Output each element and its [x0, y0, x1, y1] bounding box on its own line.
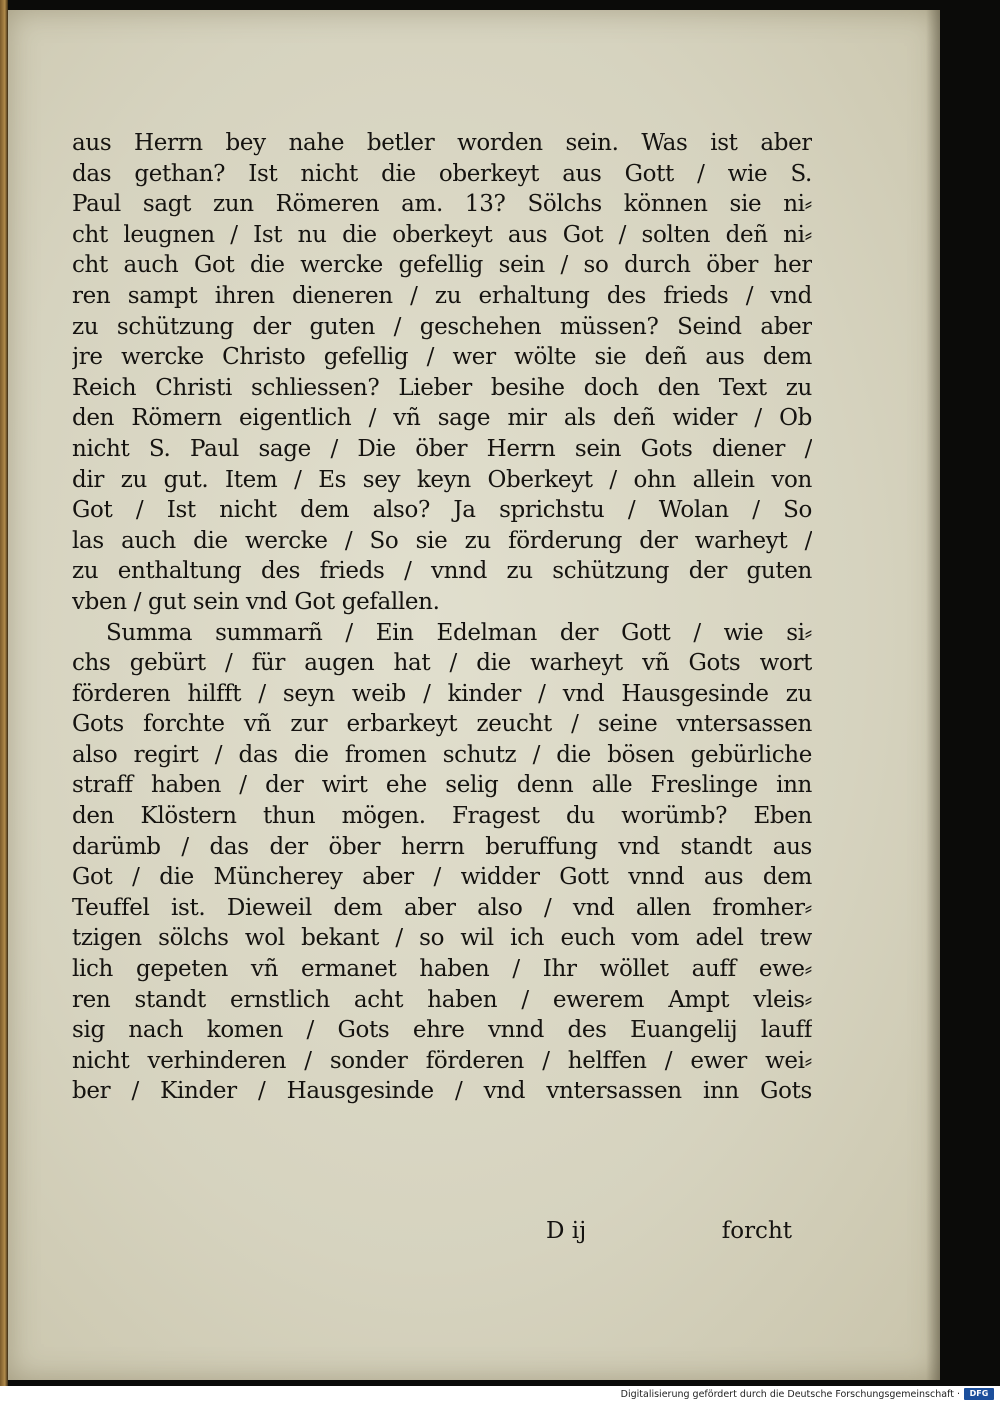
text-line: den Römern eigentlich / vñ sage mir als deñ wider / Ob [72, 405, 812, 432]
book-page [8, 10, 940, 1380]
text-line: Got / Ist nicht dem also? Ja sprichstu / Wolan / So [72, 497, 812, 524]
text-line: lich gepeten vñ ermanet haben / Ihr wöllet auff ewe⸗ [72, 956, 812, 983]
catchword: forcht [721, 1218, 792, 1244]
funding-credit: Digitalisierung gefördert durch die Deutsche Forschungsgemeinschaft · [620, 1389, 960, 1400]
book-edge [0, 0, 8, 1386]
text-line: sig nach komen / Gots ehre vnnd des Euangelij lauff [72, 1017, 812, 1044]
text-line: las auch die wercke / So sie zu förderung der warheyt / [72, 527, 812, 554]
text-line: Reich Christi schliessen? Lieber besihe doch den Text zu [72, 374, 812, 401]
text-line: Summa summarñ / Ein Edelman der Gott / wie si⸗ [106, 619, 812, 646]
text-line: Paul sagt zun Römeren am. 13? Sölchs können sie ni⸗ [72, 191, 812, 218]
text-line: tzigen sölchs wol bekant / so wil ich euch vom adel trew [72, 925, 812, 952]
text-line: Got / die Müncherey aber / widder Gott vnnd aus dem [72, 864, 812, 891]
text-line: ren sampt ihren dieneren / zu erhaltung des frieds / vnd [72, 282, 812, 309]
text-line: cht auch Got die wercke gefellig sein / so durch öber her [72, 252, 812, 279]
text-line: den Klöstern thun mögen. Fragest du worümb? Eben [72, 803, 812, 830]
signature-mark: D ij [546, 1218, 587, 1244]
text-line: förderen hilfft / seyn weib / kinder / vnd Hausgesinde zu [72, 680, 812, 707]
text-line: cht leugnen / Ist nu die oberkeyt aus Got / solten deñ ni⸗ [72, 221, 812, 248]
text-line: zu schützung der guten / geschehen müssen? Seind aber [72, 313, 812, 340]
text-line: dir zu gut. Item / Es sey keyn Oberkeyt / ohn allein von [72, 466, 812, 493]
page-text [72, 128, 812, 1107]
footer-bar [0, 1386, 1000, 1403]
text-line: nicht verhinderen / sonder förderen / helffen / ewer wei⸗ [72, 1047, 812, 1074]
text-line: Gots forchte vñ zur erbarkeyt zeucht / seine vntersassen [72, 711, 812, 738]
text-line: also regirt / das die fromen schutz / die bösen gebürliche [72, 741, 812, 768]
text-line: ber / Kinder / Hausgesinde / vnd vntersassen inn Gots [72, 1078, 812, 1105]
text-line: straff haben / der wirt ehe selig denn alle Freslinge inn [72, 772, 812, 799]
text-line: das gethan? Ist nicht die oberkeyt aus Gott / wie S. [72, 160, 812, 187]
dfg-logo-icon: DFG [964, 1388, 994, 1400]
text-line: chs gebürt / für augen hat / die warheyt vñ Gots wort [72, 650, 812, 677]
text-line: nicht S. Paul sage / Die öber Herrn sein Gots diener / [72, 435, 812, 462]
text-line: Teuffel ist. Dieweil dem aber also / vnd allen fromher⸗ [72, 894, 812, 921]
text-line: vben / gut sein vnd Got gefallen. [72, 588, 440, 615]
text-line: darümb / das der öber herrn beruffung vnd standt aus [72, 833, 812, 860]
page-gutter-shadow [926, 10, 940, 1380]
page-catchline [72, 1218, 792, 1252]
text-line: ren standt ernstlich acht haben / ewerem Ampt vleis⸗ [72, 986, 812, 1013]
text-line: jre wercke Christo gefellig / wer wölte sie deñ aus dem [72, 344, 812, 371]
text-line: zu enthaltung des frieds / vnnd zu schützung der guten [72, 558, 812, 585]
text-line: aus Herrn bey nahe betler worden sein. Was ist aber [72, 130, 812, 156]
